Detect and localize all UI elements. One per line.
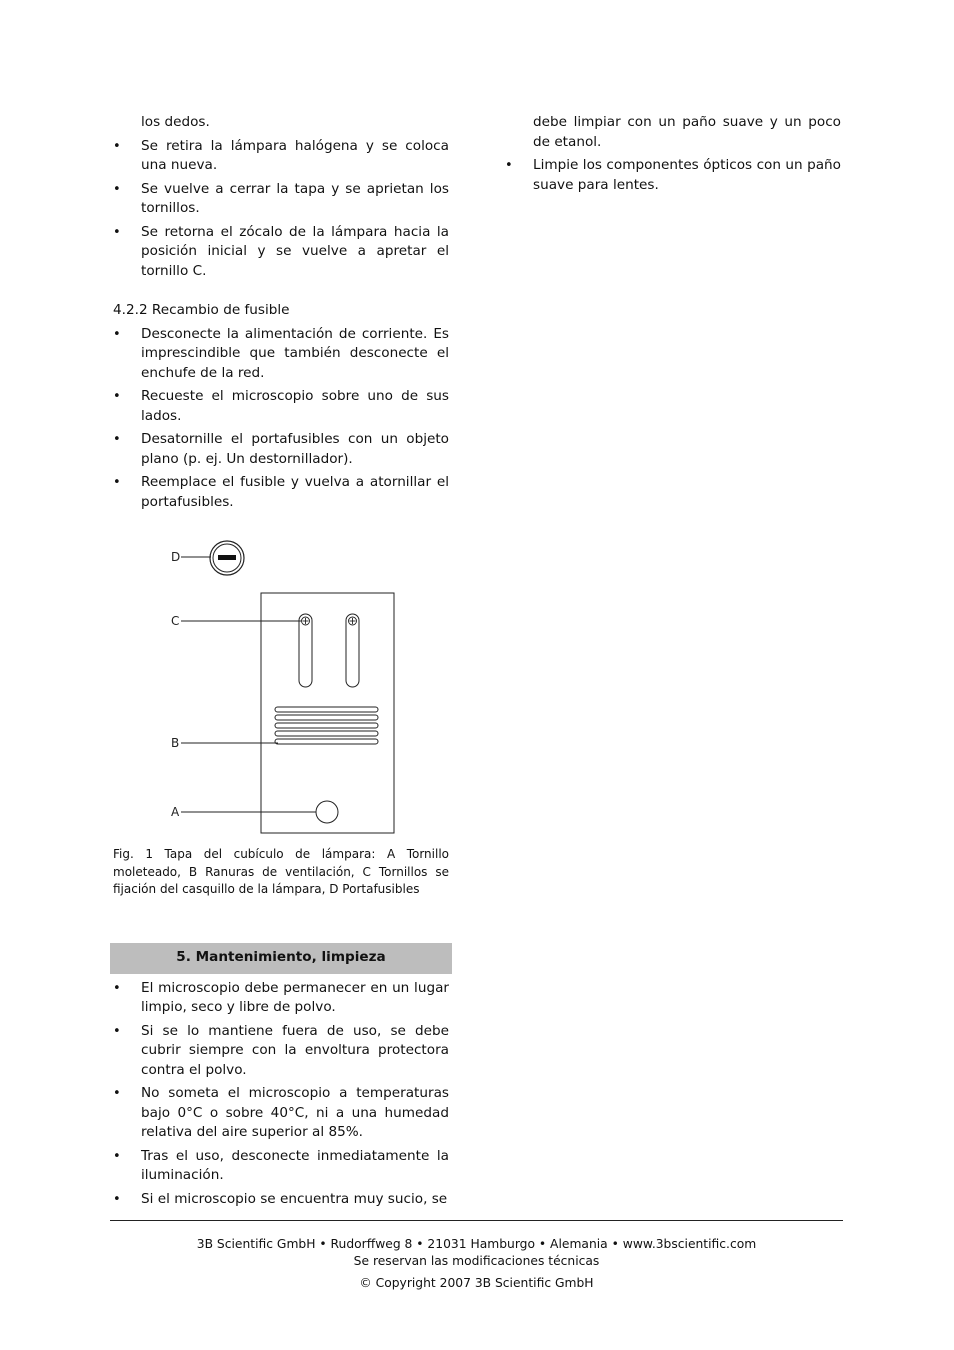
list-item: • Si se lo mantiene fuera de uso, se debe cubrir siempre con la envoltura protectora contra el polvo. <box>113 1022 449 1081</box>
label-c: C <box>171 614 180 628</box>
list-item: • Tras el uso, desconecte inmediatamente la iluminación. <box>113 1147 449 1186</box>
bullet-list-cleaning <box>505 156 841 195</box>
bullet-list-maintenance <box>113 979 449 1210</box>
bullet-list-fuse <box>113 325 449 513</box>
footer-address: 3B Scientific GmbH • Rudorffweg 8 • 21031 Hamburgo • Alemania • www.3bscientific.com <box>196 1237 757 1251</box>
ventilation-slots <box>275 707 378 744</box>
right-column <box>505 113 841 199</box>
section-heading-bar <box>110 943 452 974</box>
list-item: • Recueste el microscopio sobre uno de sus lados. <box>113 387 449 426</box>
knurled-screw <box>316 801 338 823</box>
continuation-text: los dedos. <box>141 114 210 130</box>
list-item: • Desconecte la alimentación de corriente. Es imprescindible que también desconecte el enchufe de la red. <box>113 325 449 384</box>
bullet-list-lamp <box>113 137 449 282</box>
figure-caption: Fig. 1 Tapa del cubículo de lámpara: A Tornillo moleteado, B Ranuras de ventilación, C Tornillos se fijación del casquillo de la lámpara, D Portafusibles <box>113 847 449 896</box>
left-column <box>113 113 449 1213</box>
list-item: • Se vuelve a cerrar la tapa y se aprietan los tornillos. <box>113 180 449 219</box>
subsection-title: 4.2.2 Recambio de fusible <box>113 302 290 318</box>
footer-divider <box>110 1220 843 1221</box>
list-item: • El microscopio debe permanecer en un lugar limpio, seco y libre de polvo. <box>113 979 449 1018</box>
label-b: B <box>171 736 180 750</box>
page-footer <box>110 1236 843 1292</box>
list-item: • No someta el microscopio a temperaturas bajo 0°C o sobre 40°C, ni a una humedad relativa del aire superior al 85%. <box>113 1084 449 1143</box>
list-item: • Desatornille el portafusibles con un objeto plano (p. ej. Un destornillador). <box>113 430 449 469</box>
list-item: • Limpie los componentes ópticos con un paño suave para lentes. <box>505 156 841 195</box>
cover-plate <box>261 593 394 833</box>
section-title: 5. Mantenimiento, limpieza <box>176 949 386 966</box>
fuse-slot-icon <box>218 555 236 560</box>
lamp-cover-figure <box>168 539 403 837</box>
list-item: • Si el microscopio se encuentra muy sucio, se <box>113 1190 449 1210</box>
label-d: D <box>171 550 181 564</box>
footer-copyright: © Copyright 2007 3B Scientific GmbH <box>359 1276 594 1290</box>
continuation-text: debe limpiar con un paño suave y un poco de etanol. <box>533 114 841 150</box>
label-a: A <box>171 805 180 819</box>
list-item: • Se retira la lámpara halógena y se coloca una nueva. <box>113 137 449 176</box>
footer-notice: Se reservan las modificaciones técnicas <box>353 1254 600 1268</box>
list-item: • Reemplace el fusible y vuelva a atornillar el portafusibles. <box>113 473 449 512</box>
lamp-cover-diagram <box>168 539 403 837</box>
list-item: • Se retorna el zócalo de la lámpara hacia la posición inicial y se vuelve a apretar el tornillo C. <box>113 223 449 282</box>
